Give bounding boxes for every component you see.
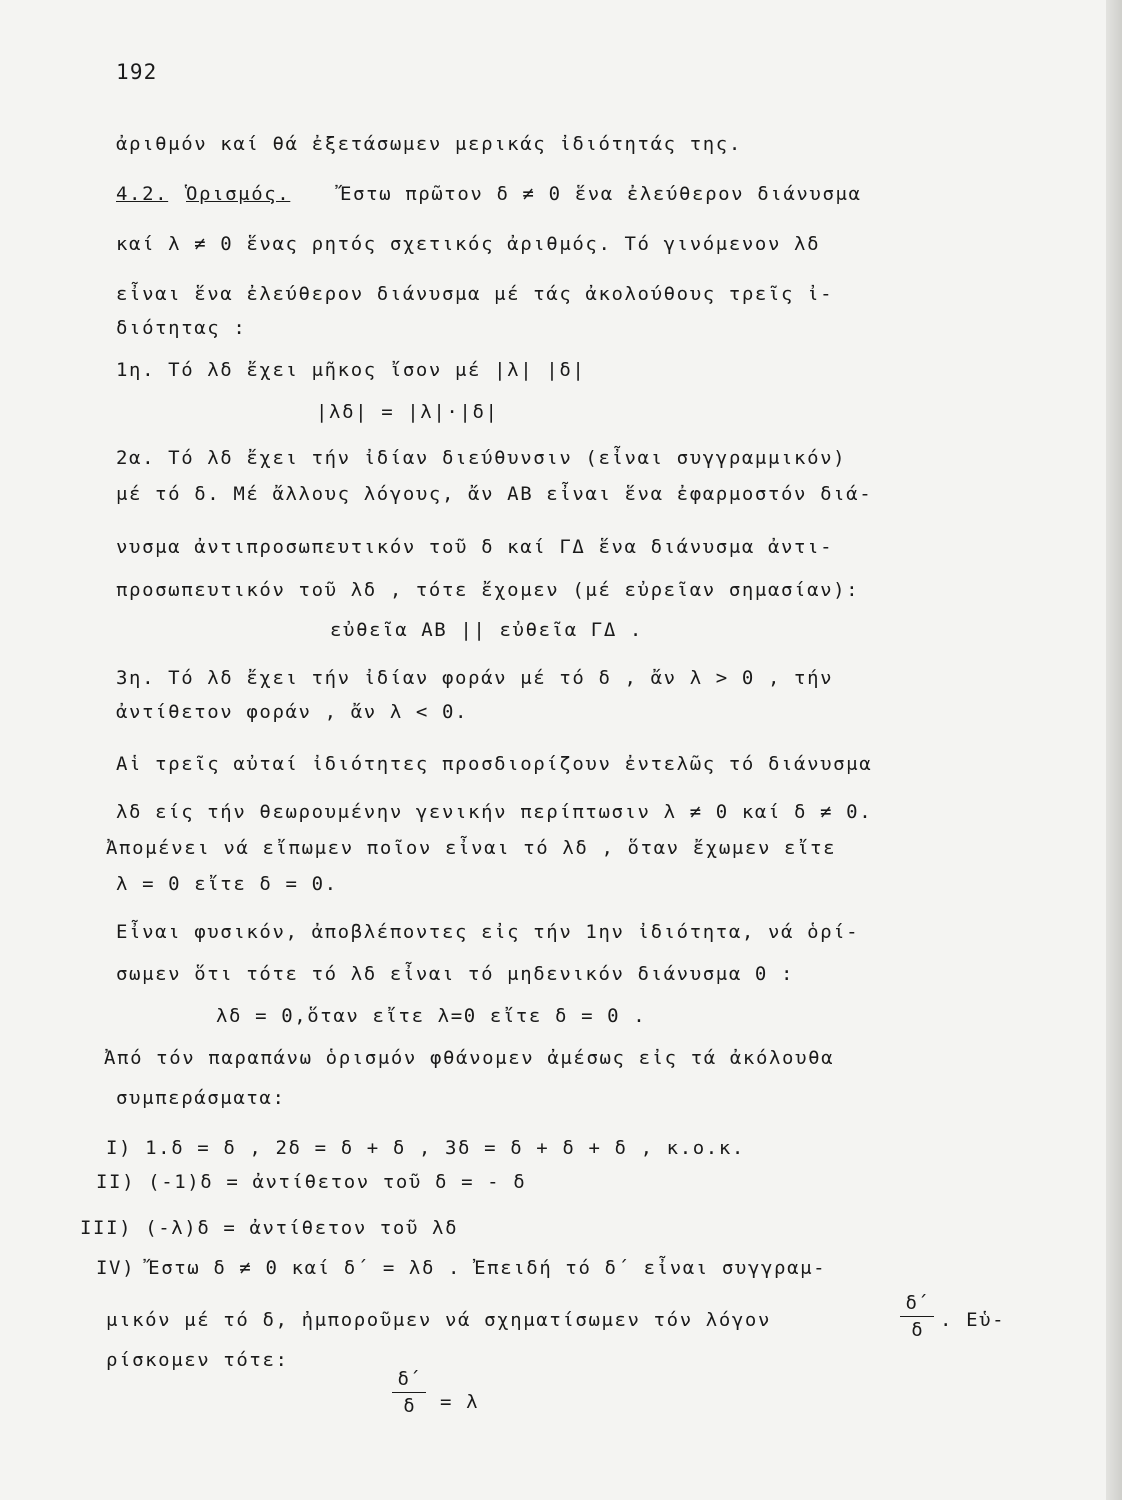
text-line-20: σωμεν ὅτι τότε τό λδ εἶναι τό μηδενικόν διάνυσμα 0 : bbox=[116, 963, 795, 985]
final-fraction-bar bbox=[392, 1392, 426, 1393]
property-1: 1η. Τό λδ ἔχει μῆκος ἴσον μέ |λ| |δ| bbox=[116, 359, 586, 381]
text-line-1: ἀριθμόν καί θά ἐξετάσωμεν μερικάς ἰδιότητάς της. bbox=[116, 133, 742, 155]
definition-heading bbox=[186, 182, 290, 206]
text-line-17: Ἀπομένει νά εἴπωμεν ποῖον εἶναι τό λδ , ὅταν ἔχωμεν εἴτε bbox=[106, 837, 837, 859]
conclusion-4: IV) Ἔστω δ ≠ 0 καί δ΄ = λδ . Ἐπειδή τό δ΄ εἶναι συγγραμ- bbox=[96, 1257, 827, 1279]
zero-vector-formula: λδ = 0,ὅταν εἴτε λ=0 εἴτε δ = 0 . bbox=[216, 1005, 647, 1027]
page-number: 192 bbox=[116, 60, 158, 84]
text-line-18: λ = 0 εἴτε δ = 0. bbox=[116, 873, 338, 895]
text-line-5: διότητας : bbox=[116, 317, 247, 339]
property-3: 3η. Τό λδ ἔχει τήν ἰδίαν φοράν μέ τό δ , ἄν λ > 0 , τήν bbox=[116, 667, 834, 689]
parallel-lines-formula: εὐθεῖα ΑΒ || εὐθεῖα ΓΔ . bbox=[330, 619, 643, 641]
section-number bbox=[116, 182, 168, 206]
property-1-formula: |λδ| = |λ|·|δ| bbox=[316, 401, 499, 423]
text-line-22: Ἀπό τόν παραπάνω ὁρισμόν φθάνομεν ἀμέσως εἰς τά ἀκόλουθα bbox=[104, 1047, 835, 1069]
text-line-15: Αἱ τρεῖς αὐταί ἰδιότητες προσδιορίζουν ἐντελῶς τό διάνυσμα bbox=[116, 753, 873, 775]
text-line-9: μέ τό δ. Μέ ἄλλους λόγους, ἄν ΑΒ εἶναι ἕνα ἐφαρμοστόν διά- bbox=[116, 483, 873, 505]
section-number-label: 4.2. bbox=[116, 183, 169, 205]
page-edge-shadow bbox=[1106, 0, 1122, 1500]
ratio-denominator: δ bbox=[911, 1319, 923, 1341]
text-line-3: καί λ ≠ 0 ἕνας ρητός σχετικός ἀριθμός. Τό γινόμενον λδ bbox=[116, 233, 821, 255]
text-line-28-end: . Εὑ- bbox=[940, 1309, 1006, 1331]
final-numerator: δ΄ bbox=[397, 1368, 421, 1390]
definition-heading-label: Ὁρισμός. bbox=[186, 183, 291, 205]
text-line-29: ρίσκομεν τότε: bbox=[106, 1349, 289, 1371]
conclusion-2: II) (-1)δ = ἀντίθετον τοῦ δ = - δ bbox=[96, 1171, 527, 1193]
text-line-16: λδ είς τήν θεωρουμένην γενικήν περίπτωσιν λ ≠ 0 καί δ ≠ 0. bbox=[116, 801, 873, 823]
conclusion-3: III) (-λ)δ = ἀντίθετον τοῦ λδ bbox=[80, 1217, 459, 1239]
final-fraction bbox=[392, 1368, 426, 1417]
text-line-11: προσωπευτικόν τοῦ λδ , τότε ἔχομεν (μέ εὐρεῖαν σημασίαν): bbox=[116, 579, 860, 601]
ratio-numerator: δ΄ bbox=[905, 1292, 929, 1314]
text-line-4: εἶναι ἕνα ἐλεύθερον διάνυσμα μέ τάς ἀκολούθους τρεῖς ἰ- bbox=[116, 283, 834, 305]
final-denominator: δ bbox=[403, 1395, 415, 1417]
text-line-19: Εἶναι φυσικόν, ἀποβλέποντες εἰς τήν 1ην ἰδιότητα, νά ὁρί- bbox=[116, 921, 860, 943]
text-line-28: μικόν μέ τό δ, ἠμποροῦμεν νά σχηματίσωμεν τόν λόγον bbox=[106, 1309, 771, 1331]
property-2: 2α. Τό λδ ἔχει τήν ἰδίαν διεύθυνσιν (εἶναι συγγραμμικόν) bbox=[116, 447, 847, 469]
text-line-14: ἀντίθετον φοράν , ἄν λ < 0. bbox=[116, 701, 469, 723]
final-equation: = λ bbox=[440, 1391, 480, 1413]
text-line-23: συμπεράσματα: bbox=[116, 1087, 286, 1109]
fraction-bar bbox=[900, 1316, 934, 1317]
ratio-fraction bbox=[900, 1292, 934, 1341]
text-line-2: Ἔστω πρῶτον δ ≠ 0 ἕνα ἐλεύθερον διάνυσμα bbox=[340, 183, 862, 205]
conclusion-1: I) 1.δ = δ , 2δ = δ + δ , 3δ = δ + δ + δ , κ.ο.κ. bbox=[106, 1137, 745, 1159]
text-line-10: νυσμα ἀντιπροσωπευτικόν τοῦ δ καί ΓΔ ἕνα διάνυσμα ἀντι- bbox=[116, 536, 834, 558]
